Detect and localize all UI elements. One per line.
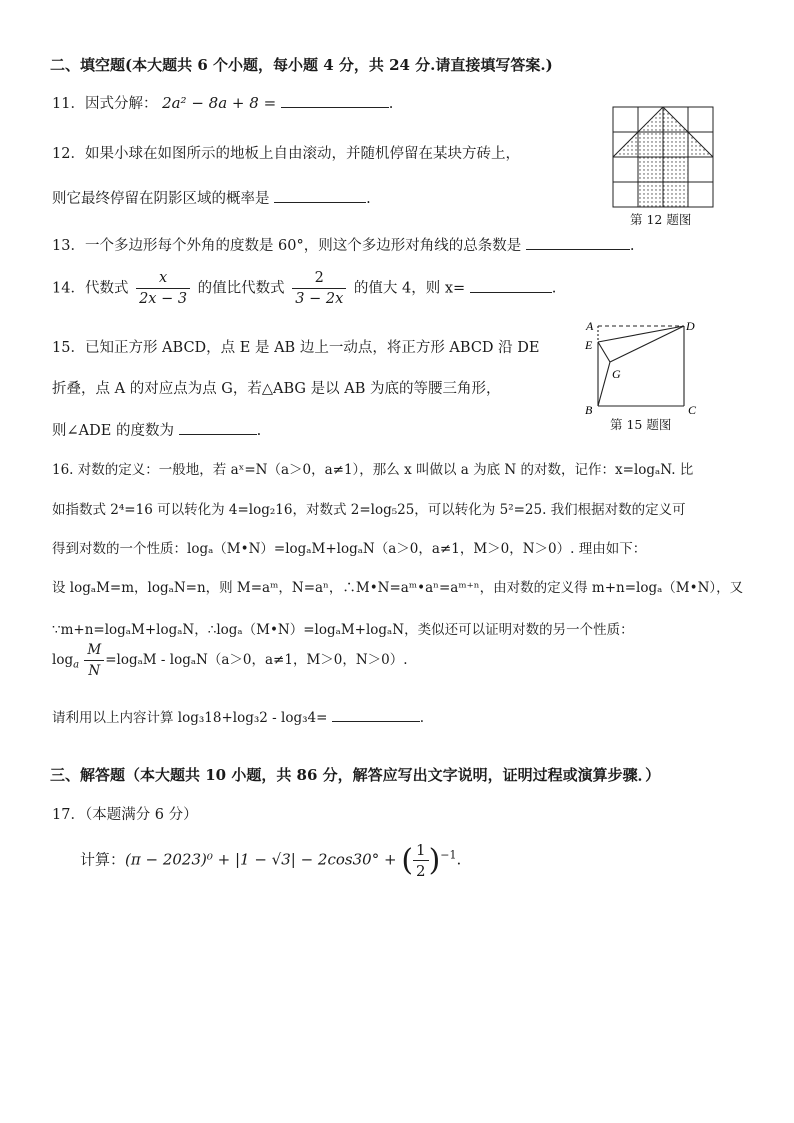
q14-end: . [551, 280, 557, 297]
q17-half-fraction [413, 840, 429, 881]
question-17-header [52, 803, 198, 824]
q14-fraction-1 [136, 268, 190, 309]
q14-answer-blank[interactable] [470, 278, 552, 293]
q13-text: 一个多边形每个外角的度数是 60°，则这个多边形对角线的总条数是 [84, 238, 522, 254]
section-3-heading: 三、解答题（本大题共 10 小题，共 86 分，解答应写出文字说明，证明过程或演算步骤．） [50, 766, 661, 784]
q11-answer-blank[interactable] [281, 93, 389, 108]
question-15-line-2: 折叠，点 A 的对应点为点 G，若△ABG 是以 AB 为底的等腰三角形， [52, 381, 501, 397]
figure-12-caption: 第 12 题图 [630, 212, 692, 227]
question-16-line-4: 设 logₐM=m，logₐN=n，则 M=aᵐ，N=aⁿ，∴M•N=aᵐ•aⁿ=aᵐ⁺ⁿ，由对数的定义得 m+n=logₐ（M•N），又 [52, 580, 744, 596]
q16-number: 16. [52, 462, 74, 478]
q16-fraction-m-over-n [84, 640, 104, 681]
half-denominator: 2 [416, 862, 426, 880]
q14-fraction-2 [292, 268, 346, 309]
q11-text: 因式分解： [84, 96, 158, 112]
question-16-line-3: 得到对数的一个性质：logₐ（M•N）=logₐM+logₐN（a＞0，a≠1，M＞0，N＞0）. 理由如下： [52, 541, 647, 557]
q13-number: 13． [52, 238, 85, 254]
label-b: B [585, 403, 593, 416]
label-g: G [612, 367, 621, 381]
log-symbol: log [52, 652, 74, 668]
half-numerator: 1 [413, 840, 429, 861]
q12-answer-blank[interactable] [274, 188, 366, 203]
q16-end: . [419, 710, 425, 726]
q14-fraction-1-denominator: 2x − 3 [139, 291, 188, 307]
q16-line-1-text: 对数的定义：一般地，若 aˣ=N（a＞0，a≠1），那么 x 叫做以 a 为底 N 的对数，记作：x=logₐN. 比 [77, 462, 694, 478]
q12-number: 12． [52, 146, 85, 162]
q12-line-1-text: 如果小球在如图所示的地板上自由滚动，并随机停留在某块方砖上， [84, 146, 520, 162]
question-13 [52, 234, 634, 255]
q12-end: . [366, 191, 371, 207]
question-16-line-2: 如指数式 2⁴=16 可以转化为 4=log₂16，对数式 2=log₅25，可以转化为 5²=25. 我们根据对数的定义可 [52, 502, 686, 518]
question-14 [52, 268, 556, 309]
question-16-line-1 [52, 458, 693, 478]
label-e: E [585, 338, 593, 352]
q11-end: . [388, 96, 394, 112]
q16-line-6-rest: =logₐM - logₐN（a＞0，a≠1，M＞0，N＞0）. [105, 652, 408, 668]
q15-number: 15． [52, 340, 85, 356]
q15-line-1-text: 已知正方形 ABCD，点 E 是 AB 边上一动点，将正方形 ABCD 沿 DE [84, 340, 540, 356]
figure-12-floor-grid [610, 104, 714, 208]
q14-fraction-2-denominator: 3 − 2x [295, 291, 344, 307]
label-a: A [586, 319, 594, 333]
figure-15-square [580, 316, 704, 416]
q15-line-3-text: 则∠ADE 的度数为 [52, 423, 174, 439]
fraction-numerator: M [87, 642, 102, 658]
q17-exponent: −1 [440, 848, 457, 862]
q12-line-2-text: 则它最终停留在阴影区域的概率是 [52, 191, 270, 207]
fraction-denominator: N [88, 663, 101, 679]
label-c: C [688, 403, 697, 416]
q13-answer-blank[interactable] [526, 235, 630, 250]
section-2-heading: 二、填空题(本大题共 6 个小题，每小题 4 分，共 24 分.请直接填写答案.) [50, 56, 553, 74]
q14-pre: 代数式 [84, 280, 129, 297]
question-16-line-5: ∵m+n=logₐM+logₐN，∴logₐ（M•N）=logₐM+logₐN，类似还可以证明对数的另一个性质： [52, 622, 634, 638]
question-12-line-1 [52, 142, 520, 163]
q15-end: . [256, 423, 262, 439]
label-d: D [686, 319, 695, 333]
q14-fraction-2-numerator: 2 [292, 268, 346, 289]
q14-mid: 的值比代数式 [197, 280, 285, 297]
question-15-line-1 [52, 336, 539, 357]
q11-number: 11． [52, 96, 85, 112]
figure-15-caption: 第 15 题图 [610, 417, 672, 432]
q17-score: （本题满分 6 分） [84, 807, 198, 823]
q16-line-7-text: 请利用以上内容计算 log₃18+log₃2 - log₃4= [52, 710, 328, 726]
q15-answer-blank[interactable] [179, 420, 257, 435]
q17-expression-main: (π − 2023)⁰ + |1 − √3| − 2cos30° + [125, 850, 402, 869]
q13-end: . [629, 238, 635, 254]
question-12-line-2 [52, 187, 371, 208]
q17-label: 计算： [80, 850, 126, 869]
q14-post: 的值大 4，则 x= [353, 280, 466, 297]
q14-fraction-1-numerator: x [158, 270, 168, 286]
question-16-line-7 [52, 706, 424, 726]
log-base: a [73, 659, 80, 671]
question-17-expression: 计算：(π − 2023)⁰ + |1 − √3| − 2cos30° + ( $\frac{1}{2}$ )$^{-1}$. [80, 841, 462, 880]
q17-end: . [456, 850, 462, 869]
q14-number: 14． [52, 280, 85, 297]
question-11 [52, 92, 393, 113]
q11-expression: 2a² − 8a + 8 = [162, 94, 277, 112]
question-16-line-6 [52, 640, 408, 681]
q17-number: 17． [52, 807, 85, 823]
question-15-line-3 [52, 419, 261, 440]
q16-answer-blank[interactable] [332, 707, 420, 722]
